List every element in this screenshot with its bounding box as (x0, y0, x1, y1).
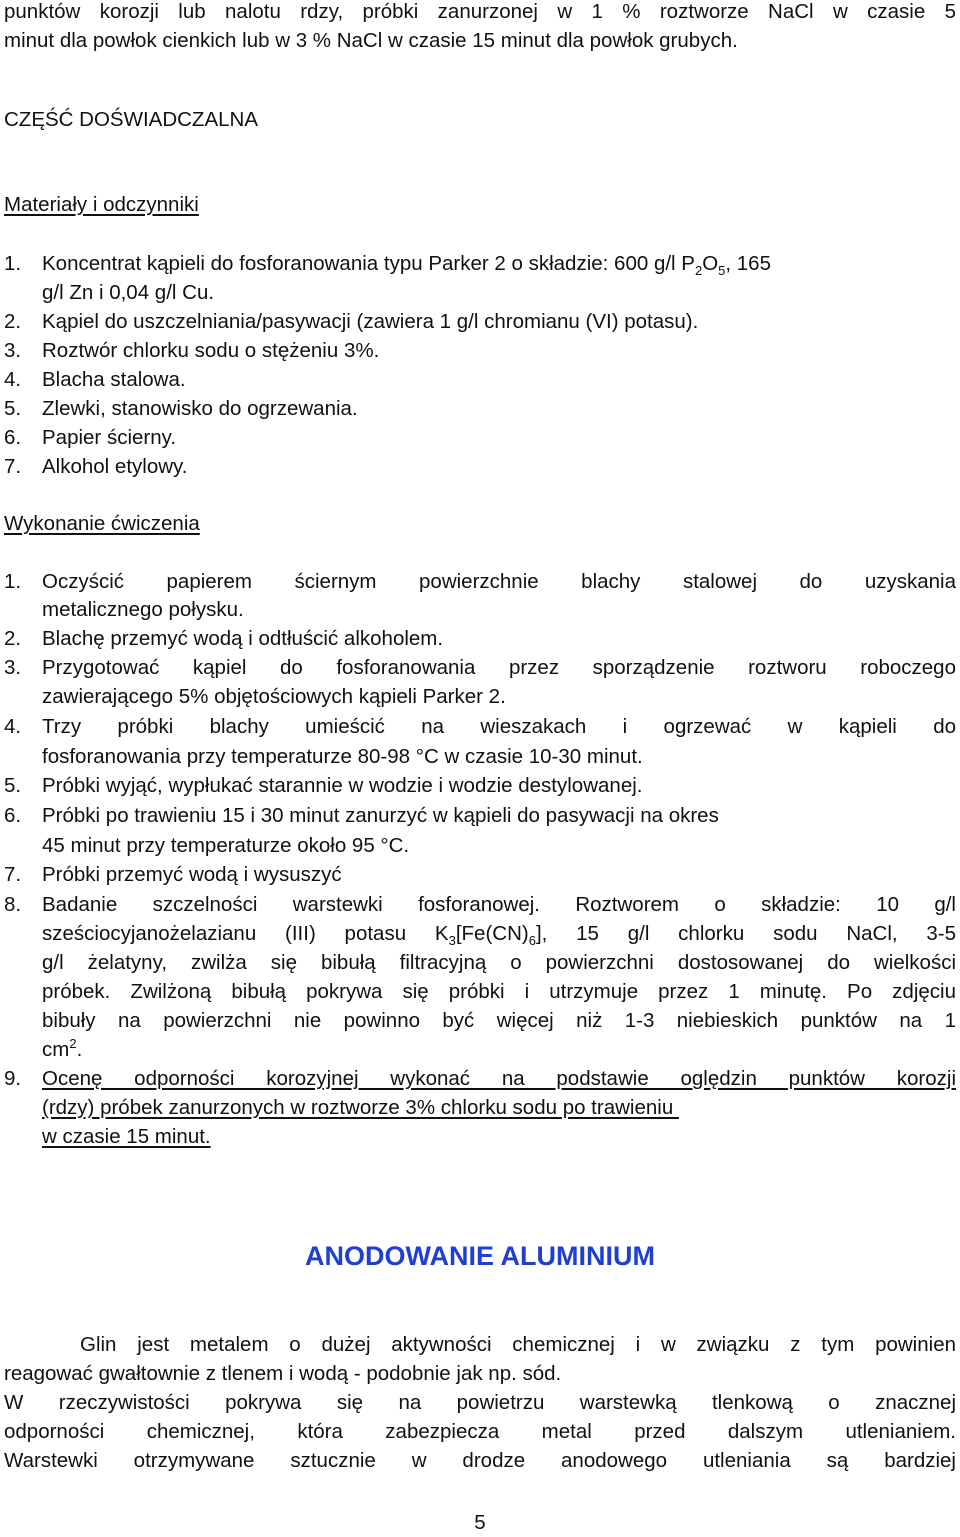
step-3-line-1: Przygotować kąpiel do fosforanowania przez sporządzenie roztworu roboczego (42, 656, 956, 679)
material-item-1-cont: g/l Zn i 0,04 g/l Cu. (42, 281, 215, 304)
material-number: 1. (4, 252, 22, 275)
material-number: 6. (4, 426, 22, 449)
material-item-5: Zlewki, stanowisko do ogrzewania. (42, 397, 358, 420)
step-8-line-2: sześciocyjanożelazianu (III) potasu $K_3[Fe(CN)_6]$, 15 g/l chlorku sodu NaCl, 3-5 (42, 922, 957, 949)
step-8-line-5: bibuły na powierzchni nie powinno być więcej niż 1-3 niebieskich punktów na 1 (42, 1009, 956, 1032)
step-8-line-3: g/l żelatyny, zwilża się bibułą filtracyjną o powierzchni dostosowanej do wielkości (42, 951, 956, 974)
anodizing-p2-line-3: Warstewki otrzymywane sztucznie w drodze anodowego utleniania są bardziej (4, 1449, 956, 1472)
material-item-6: Papier ścierny. (42, 426, 177, 449)
step-number: 3. (4, 656, 22, 679)
intro-line-1: punktów korozji lub nalotu rdzy, próbki zanurzonej w 1 % roztworze NaCl w czasie 5 (4, 0, 956, 23)
section-title: CZĘŚĆ DOŚWIADCZALNA (4, 108, 258, 131)
step-6-line-1: Próbki po trawieniu 15 i 30 minut zanurzyć w kąpieli do pasywacji na okres (42, 804, 719, 827)
page-number: 5 (474, 1511, 486, 1534)
step-1-line-1: Oczyścić papierem ściernym powierzchnie blachy stalowej do uzyskania (42, 570, 956, 593)
step-9-line-2: (rdzy) próbek zanurzonych w roztworze 3% chlorku sodu po trawieniu (42, 1096, 679, 1119)
step-number: 4. (4, 715, 22, 738)
material-item-7: Alkohol etylowy. (42, 455, 188, 478)
material-item-4: Blacha stalowa. (42, 368, 186, 391)
step-number: 6. (4, 804, 22, 827)
step-2-line-1: Blachę przemyć wodą i odtłuścić alkoholem. (42, 627, 444, 650)
anodizing-p2-line-2: odporności chemicznej, która zabezpiecza metal przed dalszym utlenianiem. (4, 1420, 956, 1443)
material-item-3: Roztwór chlorku sodu o stężeniu 3%. (42, 339, 380, 362)
material-number: 7. (4, 455, 22, 478)
procedure-heading: Wykonanie ćwiczenia (4, 512, 200, 535)
step-8-line-1: Badanie szczelności warstewki fosforanowej. Roztworem o składzie: 10 g/l (42, 893, 956, 916)
step-9-line-3: w czasie 15 minut. (42, 1125, 211, 1148)
step-number: 7. (4, 863, 22, 886)
step-4-line-1: Trzy próbki blachy umieścić na wieszakach i ogrzewać w kąpieli do (42, 715, 956, 738)
anodizing-title: ANODOWANIE ALUMINIUM (305, 1241, 655, 1271)
step-4-line-2: fosforanowania przy temperaturze 80-98 °C w czasie 10-30 minut. (42, 745, 643, 768)
step-number: 9. (4, 1067, 22, 1090)
step-number: 5. (4, 774, 22, 797)
intro-line-2: minut dla powłok cienkich lub w 3 % NaCl w czasie 15 minut dla powłok grubych. (4, 29, 738, 52)
anodizing-p1-line-1: Glin jest metalem o dużej aktywności chemicznej i w związku z tym powinien (80, 1333, 956, 1356)
step-8-line-4: próbek. Zwilżoną bibułą pokrywa się próbki i utrzymuje przez 1 minutę. Po zdjęciu (42, 980, 956, 1003)
material-number: 5. (4, 397, 22, 420)
step-6-line-2: 45 minut przy temperaturze około 95 °C. (42, 834, 410, 857)
step-number: 8. (4, 893, 22, 916)
step-7-line-1: Próbki przemyć wodą i wysuszyć (42, 863, 342, 886)
material-number: 2. (4, 310, 22, 333)
step-3-line-2: zawierającego 5% objętościowych kąpieli Parker 2. (42, 685, 506, 708)
step-9-line-1: Ocenę odporności korozyjnej wykonać na podstawie oględzin punktów korozji (42, 1067, 956, 1090)
anodizing-p2-line-1: W rzeczywistości pokrywa się na powietrzu warstewką tlenkową o znacznej (4, 1391, 956, 1414)
step-number: 2. (4, 627, 22, 650)
material-number: 3. (4, 339, 22, 362)
material-item-2: Kąpiel do uszczelniania/pasywacji (zawiera 1 g/l chromianu (VI) potasu). (42, 310, 699, 333)
anodizing-p1-line-2: reagować gwałtownie z tlenem i wodą - podobnie jak np. sód. (4, 1362, 562, 1385)
step-1-line-2: metalicznego połysku. (42, 598, 244, 621)
material-number: 4. (4, 368, 22, 391)
step-8-line-6: $cm^2$. (42, 1036, 83, 1061)
step-5-line-1: Próbki wyjąć, wypłukać starannie w wodzie i wodzie destylowanej. (42, 774, 643, 797)
material-item-1: Koncentrat kąpieli do fosforanowania typu Parker 2 o składzie: 600 g/l $P_2O_5$, 165 (42, 252, 771, 279)
materials-heading: Materiały i odczynniki (4, 193, 199, 216)
step-number: 1. (4, 570, 22, 593)
